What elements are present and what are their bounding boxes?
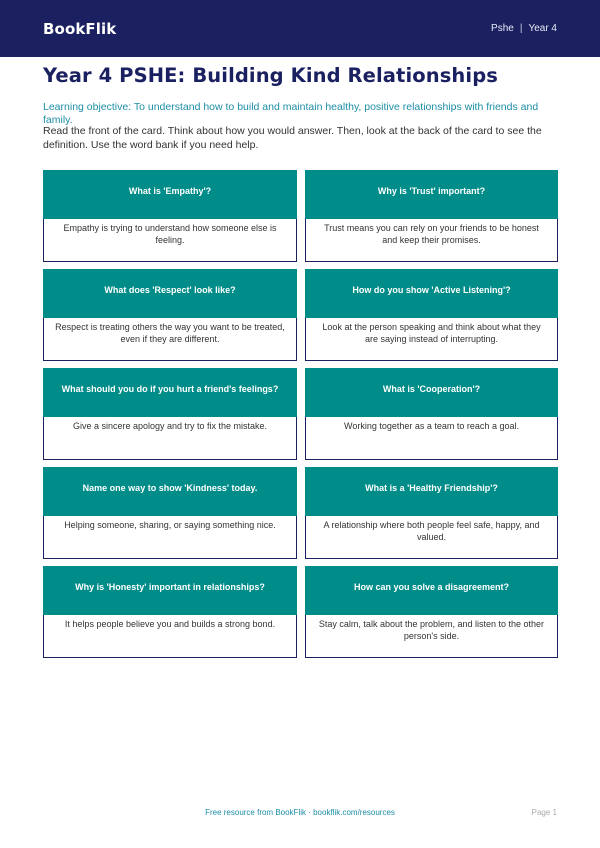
brand-logo[interactable]: BookFlik — [43, 19, 117, 38]
card-answer: Working together as a team to reach a goal. — [305, 417, 558, 460]
card-answer: Give a sincere apology and try to fix the mistake. — [43, 417, 297, 460]
flashcard — [305, 467, 558, 558]
flashcard — [305, 368, 558, 459]
page-title: Year 4 PSHE: Building Kind Relationships — [43, 64, 498, 87]
footer-credit[interactable]: Free resource from BookFlik · bookflik.com/resources — [205, 808, 395, 817]
card-question: What is a 'Healthy Friendship'? — [305, 467, 558, 516]
card-question: Why is 'Honesty' important in relationships? — [43, 566, 297, 615]
card-answer: Look at the person speaking and think about what they are saying instead of interrupting. — [305, 318, 558, 361]
card-answer: Helping someone, sharing, or saying something nice. — [43, 516, 297, 559]
card-answer: Trust means you can rely on your friends to be honest and keep their promises. — [305, 219, 558, 262]
flashcard — [43, 566, 297, 657]
flashcard — [43, 269, 297, 360]
flashcard — [43, 467, 297, 558]
instructions: Read the front of the card. Think about how you would answer. Then, look at the back of the card to see the definition. Use the word bank if you need help. — [43, 125, 542, 151]
card-answer: Respect is treating others the way you want to be treated, even if they are different. — [43, 318, 297, 361]
card-question: What is 'Empathy'? — [43, 170, 297, 219]
card-question: What does 'Respect' look like? — [43, 269, 297, 318]
flashcard — [43, 368, 297, 459]
breadcrumb-subject: Pshe — [491, 23, 514, 34]
card-question: What should you do if you hurt a friend's feelings? — [43, 368, 297, 417]
card-answer: Stay calm, talk about the problem, and listen to the other person's side. — [305, 615, 558, 658]
page-header — [0, 0, 600, 57]
breadcrumb-year: Year 4 — [528, 23, 557, 34]
page-number: Page 1 — [531, 808, 557, 817]
card-question: Name one way to show 'Kindness' today. — [43, 467, 297, 516]
card-question: Why is 'Trust' important? — [305, 170, 558, 219]
card-answer: Empathy is trying to understand how someone else is feeling. — [43, 219, 297, 262]
card-question: How do you show 'Active Listening'? — [305, 269, 558, 318]
card-answer: It helps people believe you and builds a strong bond. — [43, 615, 297, 658]
flashcard — [305, 566, 558, 657]
flashcard — [305, 269, 558, 360]
breadcrumb-separator: | — [519, 23, 523, 34]
card-question: How can you solve a disagreement? — [305, 566, 558, 615]
card-question: What is 'Cooperation'? — [305, 368, 558, 417]
breadcrumb — [491, 23, 557, 34]
flashcard — [43, 170, 297, 261]
flashcard — [305, 170, 558, 261]
flashcard-grid — [43, 170, 557, 657]
card-answer: A relationship where both people feel safe, happy, and valued. — [305, 516, 558, 559]
learning-objective: Learning objective: To understand how to build and maintain healthy, positive relationships with friends and family. — [43, 101, 539, 126]
